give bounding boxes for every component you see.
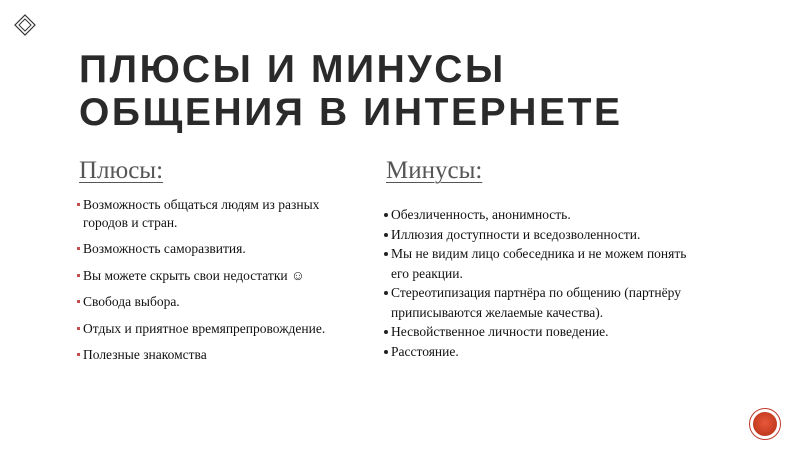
pros-item-text: Возможность саморазвития.: [83, 241, 246, 256]
cons-item-text: Обезличенность, анонимность.: [391, 207, 571, 222]
square-bullet-icon: [77, 353, 80, 356]
cons-item-text: Мы не видим лицо собеседника и не можем понять его реакции.: [391, 246, 687, 281]
pros-heading: Плюсы:: [79, 157, 164, 184]
square-bullet-icon: [77, 203, 80, 206]
square-bullet-icon: [77, 274, 80, 277]
square-bullet-icon: [77, 327, 80, 330]
pros-item-text: Возможность общаться людям из разных городов и стран.: [83, 197, 320, 230]
cons-item-text: Расстояние.: [391, 343, 459, 359]
square-bullet-icon: [77, 300, 80, 303]
pros-item-text: Вы можете скрыть свои недостатки ☺: [83, 267, 305, 283]
cons-heading: Минусы:: [386, 157, 483, 184]
pros-item-text: Отдых и приятное времяпрепровождение.: [83, 320, 326, 336]
list-item: [77, 196, 357, 231]
dot-bullet-icon: [384, 213, 388, 217]
dot-bullet-icon: [384, 291, 388, 295]
circle-nav-icon[interactable]: [749, 408, 781, 440]
square-bullet-icon: [77, 247, 80, 250]
pros-item-text: Полезные знакомства: [83, 347, 207, 362]
pros-list: [77, 196, 357, 373]
slide-title: [79, 48, 759, 134]
cons-item-text: Иллюзия доступности и вседозволенности.: [391, 226, 641, 242]
list-item: [384, 322, 694, 342]
list-item: [384, 205, 694, 225]
list-item: [384, 244, 694, 283]
cons-list: [384, 205, 694, 361]
slide-title-line-2: ОБЩЕНИЯ В ИНТЕРНЕТЕ: [79, 91, 623, 134]
dot-bullet-icon: [384, 233, 388, 237]
list-item: [77, 320, 357, 338]
list-item: [77, 267, 357, 285]
dot-bullet-icon: [384, 252, 388, 256]
list-item: [384, 342, 694, 362]
list-item: [384, 283, 694, 322]
list-item: [77, 346, 357, 364]
diamond-icon: [14, 14, 36, 36]
slide-title-line-1: ПЛЮСЫ И МИНУСЫ: [79, 48, 506, 91]
list-item: [384, 225, 694, 245]
pros-item-text: Свобода выбора.: [83, 294, 180, 309]
dot-bullet-icon: [384, 330, 388, 334]
cons-item-text: Стереотипизация партнёра по общению (партнёру приписываются желаемые качества).: [391, 285, 681, 320]
cons-item-text: Несвойственное личности поведение.: [391, 324, 609, 339]
list-item: [77, 240, 357, 258]
list-item: [77, 293, 357, 311]
dot-bullet-icon: [384, 350, 388, 354]
nav-button-core: [753, 412, 777, 436]
